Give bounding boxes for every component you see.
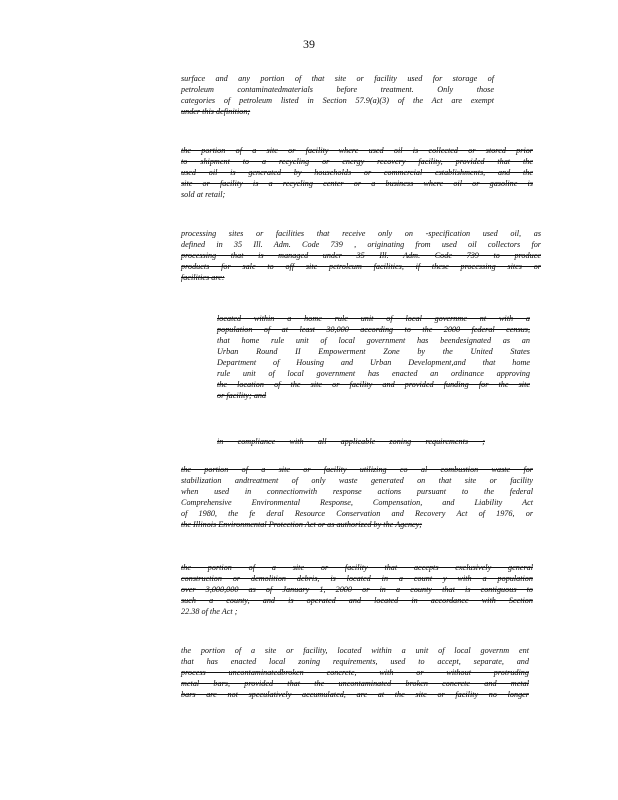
text-line: population of at least 30,000 according to the 2000 federal census, — [217, 325, 530, 334]
text-line: sold at retail; — [181, 190, 226, 199]
text-line: rule unit of local government has enacted an ordinance approving — [217, 369, 530, 378]
text-line: the Illinois Environmental Protection Act or as authorized by the Agency; — [181, 520, 423, 529]
text-line: defined in 35 Ill. Adm. Code 739 , originating from used oil collectors for — [181, 240, 541, 249]
text-line: bars are not speculatively accumulated, are at the site or facility no longer — [181, 690, 529, 699]
text-line: 22.38 of the Act ; — [181, 607, 238, 616]
text-line: construction or demolition debris, is located in a count y with a population — [181, 574, 533, 583]
text-line: or facility; and — [217, 391, 267, 400]
page-number: 39 — [303, 37, 315, 51]
text-line: facilities are: — [181, 273, 225, 282]
text-line: the portion of a site or facility where used oil is collected or stored prior — [181, 146, 533, 155]
text-line: site or facility is a recycling center or a business where oil or gasoline is — [181, 179, 533, 188]
text-line: to shipment to a recycling or energy recovery facility, provided that the — [181, 157, 533, 166]
paragraph-construction-debris — [181, 562, 533, 617]
text-line: of 1980, the fe deral Resource Conservation and Recovery Act of 1976, or — [181, 509, 533, 518]
text-line: categories of petroleum listed in Section 57.9(a)(3) of the Act are exempt — [181, 96, 494, 105]
text-line: Department of Housing and Urban Development,and that home — [217, 358, 530, 367]
text-line: metal bars, provided that the uncontaminated broken concrete and metal — [181, 679, 529, 688]
text-line: in compliance with all applicable zoning requirements ; — [217, 437, 485, 446]
text-line: used oil is generated by households or commercial establishments, and the — [181, 168, 533, 177]
subparagraph-home-rule-unit — [217, 313, 530, 401]
text-line: processing that is managed under 35 Ill. Adm. Code 739 to produce — [181, 251, 541, 260]
text-line: such a county, and is operated and located in accordance with Section — [181, 596, 533, 605]
paragraph-broken-concrete — [181, 645, 529, 700]
text-line: the location of the site or facility and provided funding for the site — [217, 380, 530, 389]
paragraph-used-oil-collection — [181, 145, 533, 200]
text-line: stabilization andtreatment of only waste generated on that site or facility — [181, 476, 533, 485]
text-line: Urban Round II Empowerment Zone by the United States — [217, 347, 530, 356]
subparagraph-zoning-compliance — [217, 436, 485, 447]
text-line: that has enacted local zoning requirements, used to accept, separate, and — [181, 657, 529, 666]
text-line: that home rule unit of local government has beendesignated as an — [217, 336, 530, 345]
text-line: processing sites or facilities that receive only on -specification used oil, as — [181, 229, 541, 238]
text-line: petroleum contaminatedmaterials before treatment. Only those — [181, 85, 494, 94]
text-line: the portion of a site or facility, located within a unit of local governm ent — [181, 646, 529, 655]
text-line: under this definition; — [181, 107, 251, 116]
paragraph-processing-sites — [181, 228, 541, 283]
text-line: Comprehensive Environmental Response, Compensation, and Liability Act — [181, 498, 533, 507]
text-line: surface and any portion of that site or facility used for storage of — [181, 74, 494, 83]
text-line: the portion of a site or facility that accepts exclusively general — [181, 563, 533, 572]
text-line: products for sale to off site petroleum facilities, if these processing sites or — [181, 262, 541, 271]
paragraph-petroleum-storage — [181, 73, 494, 117]
text-line: process uncontaminatedbroken concrete, with or without protruding — [181, 668, 529, 677]
text-line: when used in connectionwith response actions pursuant to the federal — [181, 487, 533, 496]
text-line: the portion of a site or facility utilizing co al combustion waste for — [181, 465, 533, 474]
paragraph-coal-combustion-waste — [181, 464, 533, 530]
text-line: located within a home rule unit of local governme nt with a — [217, 314, 530, 323]
text-line: over 3,000,000 as of January 1, 2000 or in a county that is contiguous to — [181, 585, 533, 594]
